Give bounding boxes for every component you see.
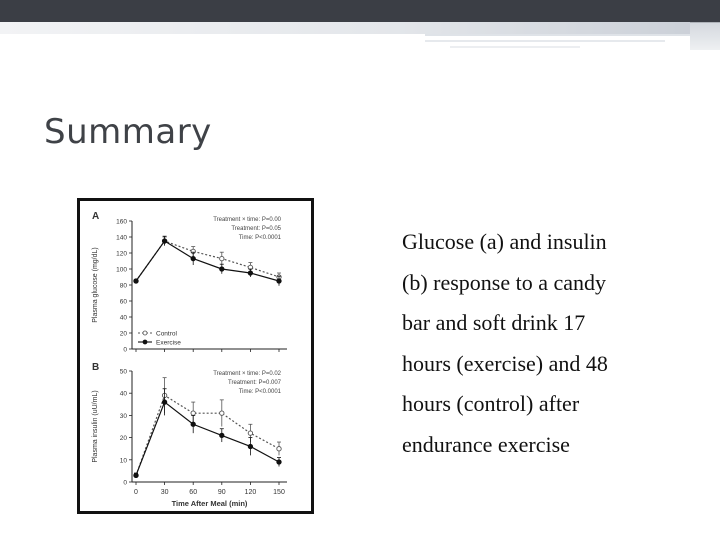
data-point [162,400,166,404]
data-point [248,431,252,435]
caption-line: endurance exercise [402,431,570,457]
legend-marker [143,340,147,344]
y-tick-label: 20 [119,435,127,443]
y-tick-label: 0 [123,479,127,487]
data-point [248,271,252,275]
legend-marker [143,331,147,335]
x-tick-label: 120 [244,489,257,496]
decorative-line [425,34,705,36]
legend-label: Control [156,330,177,338]
data-point [162,239,166,243]
series-line [136,241,279,281]
y-axis-label: Plasma glucose (mg/dL) [92,247,99,323]
y-tick-label: 40 [119,314,127,322]
caption-line: Glucose (a) and insulin [402,229,607,254]
y-axis-label: Plasma insulin (uU/mL) [92,390,99,463]
caption-line: hours (control) after [402,391,580,416]
data-point [277,279,281,283]
decorative-line [425,40,665,42]
y-tick-label: 40 [119,390,127,398]
panel-label: B [92,362,100,373]
data-point [220,256,224,260]
y-tick-label: 30 [119,412,127,420]
data-point [248,444,252,448]
caption-line: hours (exercise) and 48 [402,350,608,376]
data-point [277,447,281,451]
caption-line: (b) response to a candy [402,269,607,295]
data-point [134,279,138,283]
x-tick-label: 90 [217,489,226,496]
data-point [277,460,281,464]
data-point [220,267,224,271]
decorative-line [450,46,580,48]
stat-annotation: Treatment × time: P=0.00 [213,217,281,223]
y-tick-label: 140 [116,234,127,242]
x-tick-label: 0 [134,489,138,496]
panel-label: A [92,211,100,222]
stat-annotation: Treatment: P=0.05 [231,226,281,232]
stat-annotation: Time: P<0.0001 [238,389,281,395]
stat-annotation: Treatment × time: P=0.02 [213,371,281,377]
data-point [191,422,195,426]
stat-annotation: Time: P<0.0001 [238,235,281,241]
slide-corner-accent [690,0,720,50]
figure-frame [77,198,314,514]
caption-line: bar and soft drink 17 [402,310,586,335]
y-tick-label: 10 [119,457,127,465]
y-tick-label: 160 [116,218,127,226]
slide-top-band [0,0,720,22]
y-tick-label: 50 [119,368,127,376]
data-point [220,433,224,437]
x-tick-label: 60 [189,489,198,496]
x-tick-label: 150 [273,489,285,496]
data-point [191,411,195,415]
x-axis-label: Time After Meal (min) [171,499,248,508]
data-point [220,411,224,415]
y-tick-label: 20 [119,330,127,338]
y-tick-label: 0 [123,346,127,354]
data-point [191,256,195,260]
slide-title: Summary [44,112,212,152]
slide-top-gradient [0,22,720,34]
x-tick-label: 30 [160,489,169,496]
y-tick-label: 80 [119,282,127,290]
y-tick-label: 100 [116,266,127,274]
glucose-insulin-figure [80,201,311,511]
legend-label: Exercise [156,339,181,347]
data-point [134,473,138,477]
stat-annotation: Treatment: P=0.007 [228,380,281,386]
y-tick-label: 60 [119,298,127,306]
slide-caption [402,222,702,465]
y-tick-label: 120 [116,250,127,258]
series-line [136,395,279,475]
